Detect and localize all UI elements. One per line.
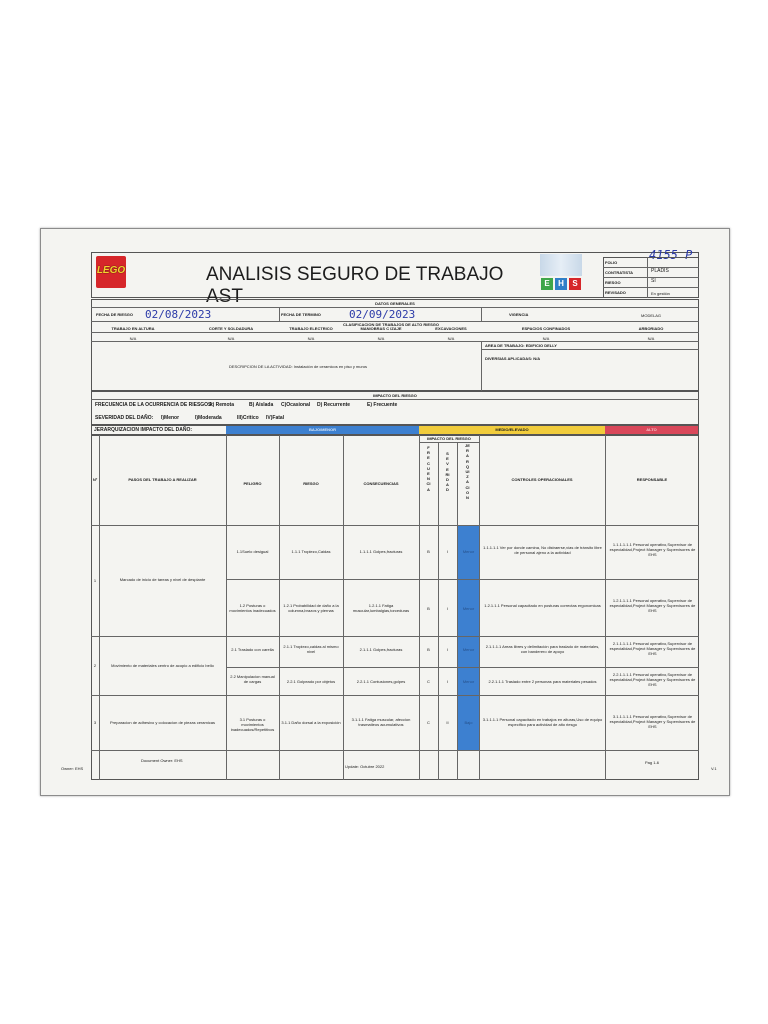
fecha-riesgo-value: 02/08/2023 xyxy=(145,308,212,321)
col-pasos: PASOS DEL TRABAJO A REALIZAR xyxy=(128,477,197,482)
col-peligro: PELIGRO xyxy=(243,481,262,486)
row-jerarquizacion: Menor xyxy=(462,549,475,554)
row-jerarquizacion: Menor xyxy=(462,647,475,652)
row-controles: 1.1.1.1.1 Ver por donde camina, No distraerse,vías de tránsito libre de personal ajeno a la actividad xyxy=(483,545,602,555)
row-responsable: 1.1.1.1.1.1 Personal operativo,Supervisor de especialidad,Project Manager y Supervisores de EHS xyxy=(609,542,696,557)
row-riesgo: 1.1.1 Tropiezo,Caidas xyxy=(291,549,331,554)
electrico-value: N/A xyxy=(307,336,315,341)
revisado-value: En gestión xyxy=(651,291,670,296)
owner-label: Owner: EHS xyxy=(61,766,84,771)
ehs-logo xyxy=(538,253,584,293)
altura-label: TRABAJO EN ALTURA xyxy=(111,326,155,331)
maniobras-label: MANIOBRAS C IZAJE xyxy=(360,326,402,331)
contratista-label: CONTRATISTA xyxy=(605,270,634,275)
ehs-logo-figures xyxy=(540,254,582,276)
row-responsable: 3.1.1.1.1.1 Personal operativo,Supervisor de especialidad,Project Manager y Supervisores de EHS xyxy=(609,714,696,729)
maniobras-value: N/A xyxy=(377,336,385,341)
severidad-opt-3: III)Critico xyxy=(237,415,259,421)
row-consecuencias: 2.2.1.1 Contusiones,golpes xyxy=(356,679,406,684)
row-paso: Movimiento de materiales centro de acopio a edificio bello xyxy=(111,663,214,668)
frecuencia-label: FRECUENCIA DE LA OCURRENCIA DE RIESGOS: xyxy=(95,402,214,408)
diversias-aplicadas: DIVERSIAS APLICADAS: N/A xyxy=(485,356,541,361)
row-number: 3 xyxy=(93,720,97,725)
descripcion-actividad: DESCRIPCION DE LA ACTIVIDAD: Instalación de ceramicos en piso y muros xyxy=(229,364,368,369)
bajo-label: BAJO/MENOR xyxy=(308,427,337,432)
confinados-label: ESPACIOS CONFINADOS xyxy=(521,326,571,331)
row-jerarquizacion: Bajo xyxy=(464,720,473,725)
col-jerarquizacion: JERARQUIZACION xyxy=(465,443,470,501)
fecha-termino-value: 02/09/2023 xyxy=(349,308,416,321)
severidad-opt-2: I)Moderada xyxy=(195,415,222,421)
frecuencia-opt-b: B) Aislada xyxy=(249,402,274,408)
row-controles: 1.2.1.1.1 Personal capacitado en posturas correctas ergonomicas xyxy=(484,603,601,608)
row-frecuencia: C xyxy=(427,720,430,725)
col-controles: CONTROLES OPERACIONALES xyxy=(511,477,573,482)
medio-label: MEDIO/ELEVADO xyxy=(495,427,529,432)
frecuencia-opt-e: E) Frecuente xyxy=(367,402,398,408)
row-controles: 2.2.1.1.1 Traslado entre 2 personas para materiales pesados xyxy=(488,679,597,684)
row-controles: 3.1.1.1.1 Personal capacitado en trabajos en alturas,Uso de equipo especifico para actividad de alto riesgo xyxy=(482,717,603,727)
row-number: 1 xyxy=(93,578,97,583)
page-number: Pag 1-6 xyxy=(645,760,660,765)
jerarquizacion-label: JERARQUIZACION IMPACTO DEL DAÑO: xyxy=(94,427,193,433)
col-responsable: RESPONSABLE xyxy=(636,477,668,482)
row-riesgo: 3.1.1 Daño dorsal a la exposición xyxy=(281,720,341,725)
arboriado-value: N/A xyxy=(647,336,655,341)
severidad-opt-4: IV)Fatal xyxy=(266,415,285,421)
row-frecuencia: B xyxy=(427,606,430,611)
handwritten-folio: 4155 P xyxy=(649,248,693,262)
contratista-value: PLADIS xyxy=(651,268,669,274)
vigencia-label: VIGENCIA xyxy=(509,312,529,317)
row-frecuencia: C xyxy=(427,679,430,684)
jerarquizacion-column-fill xyxy=(458,526,479,750)
version-label: V.1 xyxy=(711,766,717,771)
row-riesgo: 2.2.1 Golpeado por objetos xyxy=(286,679,336,684)
row-controles: 2.1.1.1.1 Areas libres y delimitación para traslado de materiales, con banderero de apoyo xyxy=(485,644,600,654)
row-peligro: 2.1 Traslado con carella xyxy=(231,647,274,652)
alto-label: ALTO xyxy=(646,427,657,432)
altura-value: N/A xyxy=(129,336,137,341)
col-consecuencias: CONSECUENCIAS xyxy=(363,481,399,486)
row-frecuencia: B xyxy=(427,549,430,554)
row-consecuencias: 3.1.1.1 Fatiga muscular, afeccion trasmatieos acumulativos xyxy=(351,717,411,727)
revisado-label: REVISADO xyxy=(605,290,626,295)
arboriado-label: ARBORIADO xyxy=(638,326,664,331)
row-frecuencia: B xyxy=(427,647,430,652)
frecuencia-opt-c: C)Ocasional xyxy=(281,402,311,408)
row-peligro: 1.2 Posturas o movimientos inadecuados xyxy=(229,603,276,613)
ehs-letter-e: E xyxy=(541,278,553,290)
riesgo-value: SI xyxy=(651,278,656,284)
row-peligro: 2.2 Manipulacion manual de cargas xyxy=(230,674,275,684)
col-no: Nº xyxy=(92,477,98,482)
document-owner: Document Owner: EHS xyxy=(141,758,183,763)
impacto-sub-header: IMPACTO DEL RIESGO xyxy=(427,436,471,441)
ehs-letter-s: S xyxy=(569,278,581,290)
area-trabajo: AREA DE TRABAJO: EDIFICIO DELLY xyxy=(485,343,557,348)
row-severidad: I xyxy=(446,679,449,684)
col-frecuencia: FRECUENCIA xyxy=(426,445,431,492)
row-number: 2 xyxy=(93,663,97,668)
page-title: ANALISIS SEGURO DE TRABAJO AST xyxy=(206,264,504,307)
row-severidad: I xyxy=(446,647,449,652)
row-peligro: 1.1Suelo desigual xyxy=(236,549,269,554)
severidad-opt-1: I)Menor xyxy=(161,415,180,421)
excavaciones-value: N/A xyxy=(447,336,455,341)
row-riesgo: 1.2.1 Probabilidad de daño a la columna,brazos y piernas xyxy=(283,603,339,613)
datos-generales-heading: DATOS GENERALES xyxy=(375,301,415,306)
row-paso: Preparacion de adhesivo y colocacion de piezas ceramicas xyxy=(110,720,215,725)
update-date: Update: Octubre 2022 xyxy=(345,764,385,769)
impacto-heading: IMPACTO DEL RIESGO xyxy=(373,393,417,398)
row-severidad: I xyxy=(446,606,449,611)
folio-label: FOLIO xyxy=(605,260,618,265)
row-jerarquizacion: Menor xyxy=(462,679,475,684)
fecha-riesgo-label: FECHA DE RIESGO xyxy=(96,312,133,317)
row-jerarquizacion: Menor xyxy=(462,606,475,611)
fecha-termino-label: FECHA DE TERMINO xyxy=(281,312,321,317)
corte-label: CORTE Y SOLDADURA xyxy=(208,326,254,331)
electrico-label: TRABAJO ELECTRICO xyxy=(289,326,333,331)
riesgo-label: RIESGO xyxy=(605,280,621,285)
row-responsable: 1.2.1.1.1.1 Personal operativo,Supervisor de especialidad,Project Manager y Supervisores de EHS xyxy=(609,598,696,613)
confinados-value: N/A xyxy=(542,336,550,341)
corte-value: N/A xyxy=(227,336,235,341)
frecuencia-opt-a: A) Remota xyxy=(209,402,235,408)
row-consecuencias: 2.1.1.1 Golpes,fracturas xyxy=(359,647,403,652)
excavaciones-label: EXCAVACIONES xyxy=(435,326,467,331)
col-riesgo: RIESGO xyxy=(303,481,319,486)
row-consecuencias: 1.2.1.1 Fatiga muscular,lumbalgias,torceduras xyxy=(352,603,410,613)
vigencia-value: MODELAG xyxy=(641,313,662,318)
row-responsable: 2.1.1.1.1.1 Personal operativo,Supervisor de especialidad,Project Manager y Supervisores de EHS xyxy=(609,641,696,656)
row-consecuencias: 1.1.1.1 Golpes,fracturas xyxy=(359,549,403,554)
row-severidad: II xyxy=(446,720,449,725)
ehs-letter-h: H xyxy=(555,278,567,290)
clasificacion-label: CLASIFICACION DE TRABAJOS DE ALTO RIESGO xyxy=(343,322,439,327)
lego-logo-text: LEGO xyxy=(96,265,126,276)
frecuencia-opt-d: D) Recurrente xyxy=(317,402,351,408)
col-severidad: SEVERIDAD xyxy=(445,451,450,493)
row-paso: Marcado de inicio de tareas y nivel de despiante xyxy=(119,577,206,582)
lego-logo xyxy=(96,256,126,288)
ast-form-sheet xyxy=(40,228,730,796)
row-peligro: 3.1 Posturas o movimientos inadecuados/Repetitivos xyxy=(230,717,275,732)
row-severidad: I xyxy=(446,549,449,554)
row-responsable: 2.2.1.1.1.1 Personal operativo,Supervisor de especialidad,Project Manager y Supervisores de EHS xyxy=(609,672,696,687)
row-riesgo: 2.1.1 Tropiezo,caidas al mismo nivel xyxy=(283,644,339,654)
severidad-label: SEVERIDAD DEL DAÑO: xyxy=(95,415,154,421)
